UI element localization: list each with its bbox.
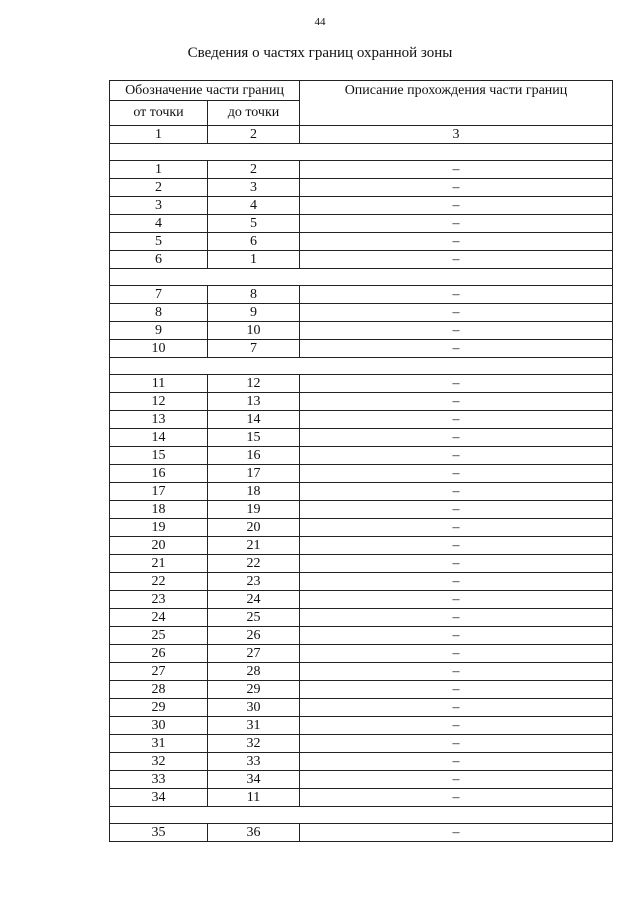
table-row bbox=[110, 179, 613, 197]
to-point-cell: 21 bbox=[208, 537, 300, 555]
table-row bbox=[110, 789, 613, 807]
to-point-cell: 6 bbox=[208, 233, 300, 251]
description-cell: – bbox=[300, 681, 613, 699]
column-number-3: 3 bbox=[300, 126, 613, 144]
description-cell: – bbox=[300, 627, 613, 645]
header-group-label: Обозначение части границ bbox=[110, 81, 300, 101]
description-cell: – bbox=[300, 591, 613, 609]
table-row bbox=[110, 393, 613, 411]
from-point-cell: 33 bbox=[110, 771, 208, 789]
table-row bbox=[110, 735, 613, 753]
from-point-cell: 5 bbox=[110, 233, 208, 251]
to-point-cell: 2 bbox=[208, 161, 300, 179]
table-row bbox=[110, 375, 613, 393]
table-row bbox=[110, 215, 613, 233]
description-cell: – bbox=[300, 429, 613, 447]
group-separator-row bbox=[110, 358, 613, 375]
from-point-cell: 4 bbox=[110, 215, 208, 233]
to-point-cell: 18 bbox=[208, 483, 300, 501]
table-row bbox=[110, 717, 613, 735]
from-point-cell: 23 bbox=[110, 591, 208, 609]
table-row bbox=[110, 681, 613, 699]
to-point-cell: 24 bbox=[208, 591, 300, 609]
separator-cell bbox=[110, 144, 613, 161]
to-point-cell: 15 bbox=[208, 429, 300, 447]
column-number-1: 1 bbox=[110, 126, 208, 144]
to-point-cell: 1 bbox=[208, 251, 300, 269]
to-point-cell: 25 bbox=[208, 609, 300, 627]
table-row bbox=[110, 304, 613, 322]
table-row bbox=[110, 233, 613, 251]
description-cell: – bbox=[300, 340, 613, 358]
to-point-cell: 29 bbox=[208, 681, 300, 699]
to-point-cell: 7 bbox=[208, 340, 300, 358]
description-cell: – bbox=[300, 233, 613, 251]
description-cell: – bbox=[300, 179, 613, 197]
table-row bbox=[110, 663, 613, 681]
from-point-cell: 11 bbox=[110, 375, 208, 393]
table-row bbox=[110, 251, 613, 269]
header-description-label: Описание прохождения части границ bbox=[300, 81, 613, 126]
document-title: Сведения о частях границ охранной зоны bbox=[187, 45, 453, 61]
separator-cell bbox=[110, 358, 613, 375]
from-point-cell: 25 bbox=[110, 627, 208, 645]
from-point-cell: 3 bbox=[110, 197, 208, 215]
to-point-cell: 17 bbox=[208, 465, 300, 483]
from-point-cell: 17 bbox=[110, 483, 208, 501]
to-point-cell: 19 bbox=[208, 501, 300, 519]
from-point-cell: 29 bbox=[110, 699, 208, 717]
description-cell: – bbox=[300, 753, 613, 771]
description-cell: – bbox=[300, 555, 613, 573]
from-point-cell: 34 bbox=[110, 789, 208, 807]
to-point-cell: 4 bbox=[208, 197, 300, 215]
from-point-cell: 9 bbox=[110, 322, 208, 340]
table-row bbox=[110, 447, 613, 465]
description-cell: – bbox=[300, 789, 613, 807]
group-separator-row bbox=[110, 269, 613, 286]
from-point-cell: 24 bbox=[110, 609, 208, 627]
to-point-cell: 8 bbox=[208, 286, 300, 304]
to-point-cell: 20 bbox=[208, 519, 300, 537]
table-row bbox=[110, 519, 613, 537]
description-cell: – bbox=[300, 699, 613, 717]
from-point-cell: 30 bbox=[110, 717, 208, 735]
description-cell: – bbox=[300, 411, 613, 429]
from-point-cell: 10 bbox=[110, 340, 208, 358]
description-cell: – bbox=[300, 447, 613, 465]
group-separator-row bbox=[110, 807, 613, 824]
from-point-cell: 31 bbox=[110, 735, 208, 753]
table-row bbox=[110, 286, 613, 304]
from-point-cell: 35 bbox=[110, 824, 208, 842]
table-row bbox=[110, 591, 613, 609]
description-cell: – bbox=[300, 501, 613, 519]
table-row bbox=[110, 824, 613, 842]
from-point-cell: 20 bbox=[110, 537, 208, 555]
from-point-cell: 26 bbox=[110, 645, 208, 663]
to-point-cell: 5 bbox=[208, 215, 300, 233]
to-point-cell: 23 bbox=[208, 573, 300, 591]
from-point-cell: 21 bbox=[110, 555, 208, 573]
from-point-cell: 12 bbox=[110, 393, 208, 411]
to-point-cell: 36 bbox=[208, 824, 300, 842]
description-cell: – bbox=[300, 824, 613, 842]
description-cell: – bbox=[300, 161, 613, 179]
from-point-cell: 8 bbox=[110, 304, 208, 322]
description-cell: – bbox=[300, 393, 613, 411]
to-point-cell: 30 bbox=[208, 699, 300, 717]
to-point-cell: 34 bbox=[208, 771, 300, 789]
to-point-cell: 9 bbox=[208, 304, 300, 322]
description-cell: – bbox=[300, 251, 613, 269]
to-point-cell: 12 bbox=[208, 375, 300, 393]
table-row bbox=[110, 699, 613, 717]
table-row bbox=[110, 465, 613, 483]
from-point-cell: 1 bbox=[110, 161, 208, 179]
description-cell: – bbox=[300, 197, 613, 215]
to-point-cell: 26 bbox=[208, 627, 300, 645]
to-point-cell: 33 bbox=[208, 753, 300, 771]
description-cell: – bbox=[300, 573, 613, 591]
to-point-cell: 10 bbox=[208, 322, 300, 340]
description-cell: – bbox=[300, 537, 613, 555]
table-row bbox=[110, 555, 613, 573]
description-cell: – bbox=[300, 717, 613, 735]
to-point-cell: 14 bbox=[208, 411, 300, 429]
from-point-cell: 7 bbox=[110, 286, 208, 304]
to-point-cell: 28 bbox=[208, 663, 300, 681]
from-point-cell: 19 bbox=[110, 519, 208, 537]
table-row bbox=[110, 340, 613, 358]
table-row bbox=[110, 322, 613, 340]
from-point-cell: 13 bbox=[110, 411, 208, 429]
boundary-parts-table bbox=[109, 80, 613, 842]
description-cell: – bbox=[300, 304, 613, 322]
column-number-2: 2 bbox=[208, 126, 300, 144]
from-point-cell: 27 bbox=[110, 663, 208, 681]
group-separator-row bbox=[110, 144, 613, 161]
from-point-cell: 28 bbox=[110, 681, 208, 699]
to-point-cell: 13 bbox=[208, 393, 300, 411]
description-cell: – bbox=[300, 771, 613, 789]
description-cell: – bbox=[300, 645, 613, 663]
table-row bbox=[110, 627, 613, 645]
from-point-cell: 15 bbox=[110, 447, 208, 465]
page-number: 44 bbox=[314, 16, 326, 28]
description-cell: – bbox=[300, 519, 613, 537]
table-row bbox=[110, 537, 613, 555]
table-body bbox=[110, 81, 613, 842]
from-point-cell: 18 bbox=[110, 501, 208, 519]
table-row bbox=[110, 411, 613, 429]
table-row bbox=[110, 161, 613, 179]
header-to-label: до точки bbox=[208, 101, 300, 126]
table-row bbox=[110, 429, 613, 447]
description-cell: – bbox=[300, 735, 613, 753]
description-cell: – bbox=[300, 465, 613, 483]
table-row bbox=[110, 573, 613, 591]
table-row bbox=[110, 609, 613, 627]
table-row bbox=[110, 483, 613, 501]
from-point-cell: 32 bbox=[110, 753, 208, 771]
from-point-cell: 22 bbox=[110, 573, 208, 591]
separator-cell bbox=[110, 807, 613, 824]
table-row bbox=[110, 197, 613, 215]
from-point-cell: 14 bbox=[110, 429, 208, 447]
description-cell: – bbox=[300, 609, 613, 627]
to-point-cell: 11 bbox=[208, 789, 300, 807]
table-row bbox=[110, 753, 613, 771]
description-cell: – bbox=[300, 483, 613, 501]
from-point-cell: 2 bbox=[110, 179, 208, 197]
table-row bbox=[110, 645, 613, 663]
to-point-cell: 32 bbox=[208, 735, 300, 753]
to-point-cell: 3 bbox=[208, 179, 300, 197]
to-point-cell: 27 bbox=[208, 645, 300, 663]
header-row-1 bbox=[110, 81, 613, 101]
description-cell: – bbox=[300, 375, 613, 393]
description-cell: – bbox=[300, 663, 613, 681]
column-number-row bbox=[110, 126, 613, 144]
from-point-cell: 6 bbox=[110, 251, 208, 269]
from-point-cell: 16 bbox=[110, 465, 208, 483]
table-row bbox=[110, 771, 613, 789]
description-cell: – bbox=[300, 215, 613, 233]
separator-cell bbox=[110, 269, 613, 286]
to-point-cell: 16 bbox=[208, 447, 300, 465]
to-point-cell: 22 bbox=[208, 555, 300, 573]
description-cell: – bbox=[300, 286, 613, 304]
table-row bbox=[110, 501, 613, 519]
to-point-cell: 31 bbox=[208, 717, 300, 735]
description-cell: – bbox=[300, 322, 613, 340]
header-from-label: от точки bbox=[110, 101, 208, 126]
